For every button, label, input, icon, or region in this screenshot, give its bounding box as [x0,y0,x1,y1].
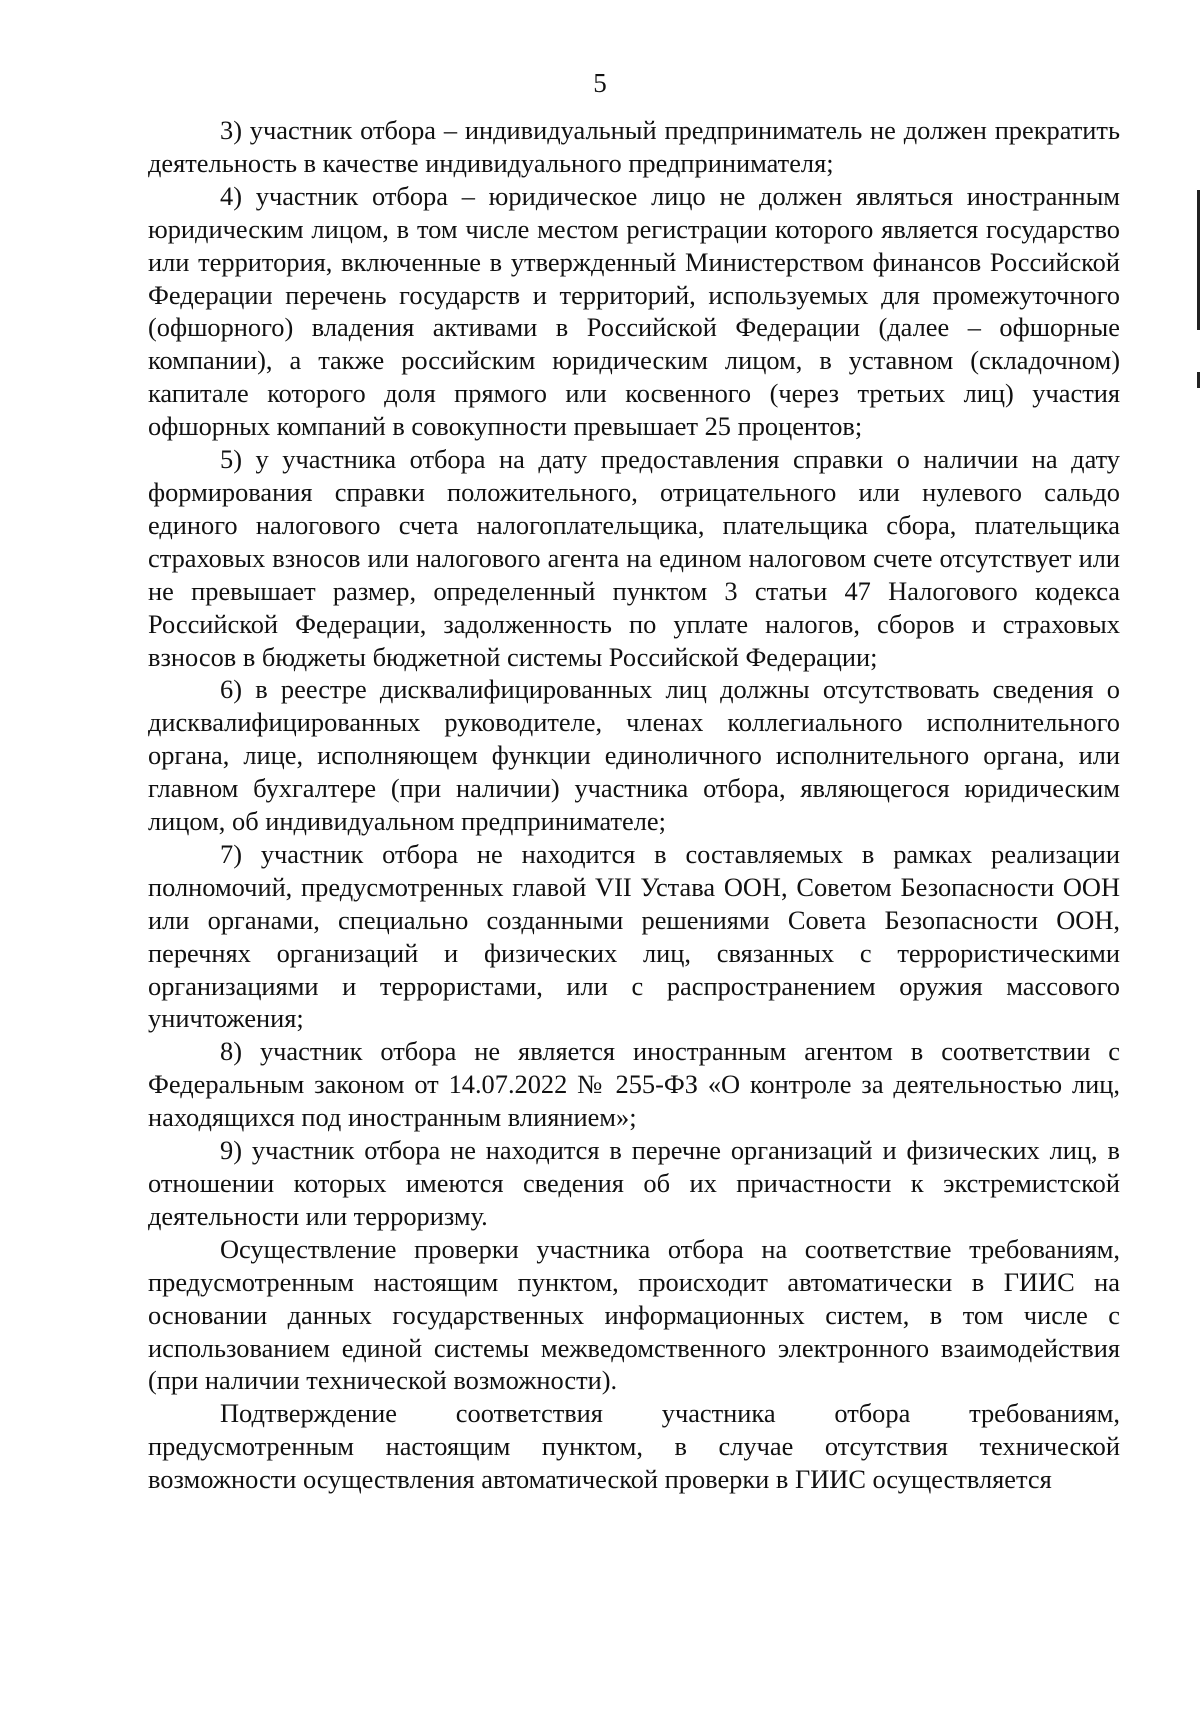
paragraph-item-6: 6) в реестре дисквалифицированных лиц должны отсутствовать сведения о дисквалифицированных руководителе, членах коллегиального исполнительного органа, лице, исполняющем функции единоличного исполнительного органа, или главном бухгалтере (при наличии) участника отбора, являющегося юридическим лицом, об индивидуальном предпринимателе; [148,674,1120,837]
paragraph-item-7: 7) участник отбора не находится в составляемых в рамках реализации полномочий, предусмотренных главой VII Устава ООН, Советом Безопасности ООН или органами, специально созданными решениями Совета Безопасности ООН, перечнях организаций и физических лиц, связанных с террористическими организациями и террористами, или с распространением оружия массового уничтожения; [148,838,1120,1034]
document-body [148,114,1120,1496]
paragraph-item-9: 9) участник отбора не находится в перечне организаций и физических лиц, в отношении которых имеются сведения об их причастности к экстремистской деятельности или терроризму. [148,1135,1120,1231]
paragraph-automatic-check: Осуществление проверки участника отбора на соответствие требованиям, предусмотренным настоящим пунктом, происходит автоматически в ГИИС на основании данных государственных информационных систем, в том числе с использованием единой системы межведомственного электронного взаимодействия (при наличии технической возможности). [148,1233,1120,1396]
paragraph-confirmation: Подтверждение соответствия участника отбора требованиям, предусмотренным настоящим пунктом, в случае отсутствия технической возможности осуществления автоматической проверки в ГИИС осуществляется [148,1398,1120,1495]
paragraph-item-8: 8) участник отбора не является иностранным агентом в соответствии с Федеральным законом от 14.07.2022 № 255-ФЗ «О контроле за деятельностью лиц, находящихся под иностранным влиянием»; [148,1036,1120,1133]
page-number: 5 [593,68,607,98]
paragraph-item-5: 5) у участника отбора на дату предоставления справки о наличии на дату формирования справки положительного, отрицательного или нулевого сальдо единого налогового счета налогоплательщика, плательщика сбора, плательщика страховых взносов или налогового агента на едином налоговом счете отсутствует или не превышает размер, определенный пунктом 3 статьи 47 Налогового кодекса Российской Федерации, задолженность по уплате налогов, сборов и страховых взносов в бюджеты бюджетной системы Российской Федерации; [148,444,1120,672]
paragraph-item-3: 3) участник отбора – индивидуальный предприниматель не должен прекратить деятельность в качестве индивидуального предпринимателя; [148,115,1120,178]
paragraph-item-4: 4) участник отбора – юридическое лицо не должен являться иностранным юридическим лицом, в том числе местом регистрации которого является государство или территория, включенные в утвержденный Министерством финансов Российской Федерации перечень государств и территорий, используемых для промежуточного (офшорного) владения активами в Российской Федерации (далее – офшорные компании), а также российским юридическим лицом, в уставном (складочном) капитале которого доля прямого или косвенного (через третьих лиц) участия офшорных компаний в совокупности превышает 25 процентов; [148,180,1120,442]
